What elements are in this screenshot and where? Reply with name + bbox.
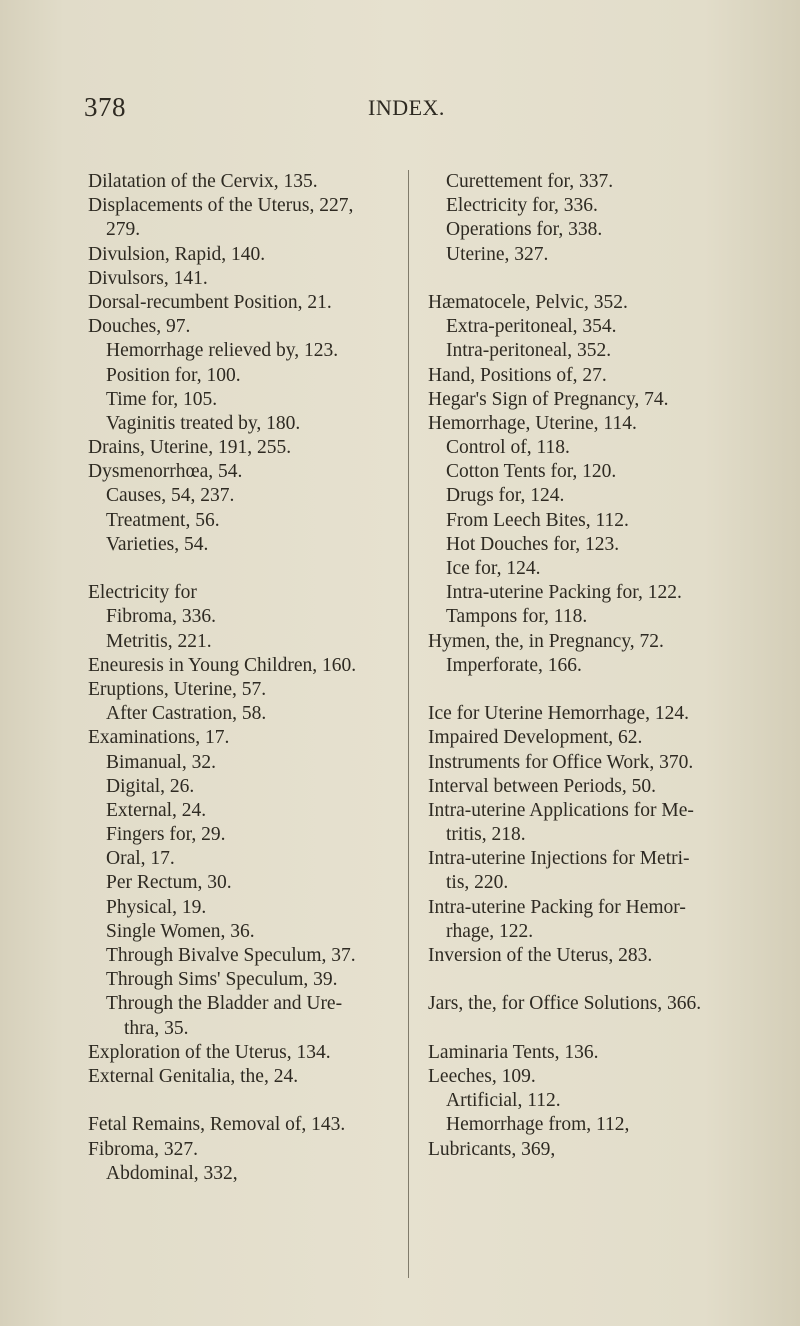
index-subentry: Through Sims' Speculum, 39. — [106, 969, 338, 991]
index-subentry: Treatment, 56. — [106, 509, 220, 531]
index-subentry: 279. — [106, 219, 141, 241]
index-subentry: Oral, 17. — [106, 848, 175, 870]
index-entry: Impaired Development, 62. — [428, 727, 643, 749]
index-subentry: Intra-uterine Packing for, 122. — [446, 582, 682, 604]
index-subentry: tis, 220. — [446, 872, 509, 894]
page-header — [0, 92, 800, 132]
index-entry: Electricity for — [88, 582, 197, 604]
running-title: INDEX. — [368, 95, 445, 120]
index-entry: Ice for Uterine Hemorrhage, 124. — [428, 703, 689, 725]
index-entry: Hæmatocele, Pelvic, 352. — [428, 291, 628, 313]
index-entry: Dilatation of the Cervix, 135. — [88, 171, 318, 192]
entry-gap — [88, 1089, 478, 1113]
index-entry: Dysmenorrhœa, 54. — [88, 461, 243, 483]
index-entry: Fetal Remains, Removal of, 143. — [88, 1114, 346, 1136]
index-entry: Fibroma, 327. — [88, 1138, 198, 1160]
index-entry: Hegar's Sign of Pregnancy, 74. — [428, 388, 669, 410]
entry-gap — [428, 678, 800, 702]
index-entry: Divulsion, Rapid, 140. — [88, 243, 266, 265]
index-subentry: Hot Douches for, 123. — [446, 533, 620, 555]
index-entry: Dorsal-recumbent Position, 21. — [88, 291, 332, 313]
index-entry: Instruments for Office Work, 370. — [428, 751, 694, 773]
index-subentry: Vaginitis treated by, 180. — [106, 412, 301, 434]
entry-gap — [428, 1017, 800, 1041]
index-entry: External Genitalia, the, 24. — [88, 1065, 299, 1087]
index-subentry: Intra-peritoneal, 352. — [446, 340, 612, 362]
index-subentry: Through the Bladder and Ure- — [106, 993, 343, 1015]
page-number: 378 — [84, 92, 126, 122]
index-subentry: tritis, 218. — [446, 824, 526, 846]
index-entry: Inversion of the Uterus, 283. — [428, 945, 653, 966]
index-entry: Eneuresis in Young Children, 160. — [88, 654, 357, 676]
index-entry: Jars, the, for Office Solutions, 366. — [428, 993, 702, 1015]
index-entry: Examinations, 17. — [88, 727, 230, 749]
index-entry: Hemorrhage, Uterine, 114. — [428, 412, 637, 434]
index-entry: Displacements of the Uterus, 227, — [88, 195, 354, 217]
index-subentry: Electricity for, 336. — [446, 195, 598, 217]
entry-gap — [428, 267, 800, 291]
index-subentry: Metritis, 221. — [106, 630, 212, 652]
index-entry: Hymen, the, in Pregnancy, 72. — [428, 630, 664, 652]
index-subentry: Drugs for, 124. — [446, 485, 565, 507]
index-subentry: Through Bivalve Speculum, 37. — [106, 945, 356, 966]
index-subentry: From Leech Bites, 112. — [446, 509, 629, 531]
entry-gap — [428, 968, 800, 992]
index-subentry: Artificial, 112. — [446, 1090, 561, 1112]
index-entry: Intra-uterine Injections for Metri- — [428, 848, 690, 870]
index-subentry: External, 24. — [106, 799, 207, 821]
index-entry: Lubricants, 369, — [428, 1138, 556, 1160]
index-subentry: rhage, 122. — [446, 920, 534, 942]
index-subentry: Causes, 54, 237. — [106, 485, 235, 507]
column-divider — [408, 170, 409, 1278]
index-subentry: Per Rectum, 30. — [106, 872, 232, 894]
index-entry: Intra-uterine Packing for Hemor- — [428, 896, 686, 918]
index-entry: Drains, Uterine, 191, 255. — [88, 437, 292, 459]
index-subentry: Operations for, 338. — [446, 219, 603, 241]
index-entry: Laminaria Tents, 136. — [428, 1041, 599, 1063]
index-entry: Intra-uterine Applications for Me- — [428, 799, 694, 821]
index-entry: Hand, Positions of, 27. — [428, 364, 607, 386]
index-continuation: thra, 35. — [124, 1017, 189, 1039]
index-entry: Exploration of the Uterus, 134. — [88, 1041, 331, 1063]
index-column-right — [428, 170, 800, 1162]
index-subentry: After Castration, 58. — [106, 703, 267, 725]
index-subentry: Position for, 100. — [106, 364, 241, 386]
index-subentry: Varieties, 54. — [106, 533, 209, 555]
index-subentry: Abdominal, 332, — [106, 1162, 238, 1184]
index-entry: Leeches, 109. — [428, 1065, 536, 1087]
index-subentry: Physical, 19. — [106, 896, 207, 918]
index-subentry: Tampons for, 118. — [446, 606, 588, 628]
entry-gap — [88, 557, 478, 581]
index-entry: Eruptions, Uterine, 57. — [88, 678, 267, 700]
index-column-left — [88, 170, 478, 1186]
index-subentry: Ice for, 124. — [446, 558, 541, 579]
index-subentry: Imperforate, 166. — [446, 654, 582, 676]
index-entry: Douches, 97. — [88, 316, 191, 338]
index-subentry: Uterine, 327. — [446, 243, 549, 265]
index-subentry: Curettement for, 337. — [446, 171, 614, 192]
index-subentry: Fingers for, 29. — [106, 824, 226, 846]
index-entry: Interval between Periods, 50. — [428, 775, 656, 797]
index-subentry: Bimanual, 32. — [106, 751, 216, 773]
index-subentry: Fibroma, 336. — [106, 606, 216, 628]
index-subentry: Hemorrhage relieved by, 123. — [106, 340, 339, 362]
index-entry: Divulsors, 141. — [88, 267, 208, 289]
index-subentry: Extra-peritoneal, 354. — [446, 316, 617, 338]
index-subentry: Time for, 105. — [106, 388, 218, 410]
index-subentry: Digital, 26. — [106, 775, 195, 797]
index-subentry: Control of, 118. — [446, 437, 570, 459]
index-subentry: Cotton Tents for, 120. — [446, 461, 617, 483]
index-subentry: Single Women, 36. — [106, 920, 255, 942]
index-subentry: Hemorrhage from, 112, — [446, 1114, 630, 1136]
